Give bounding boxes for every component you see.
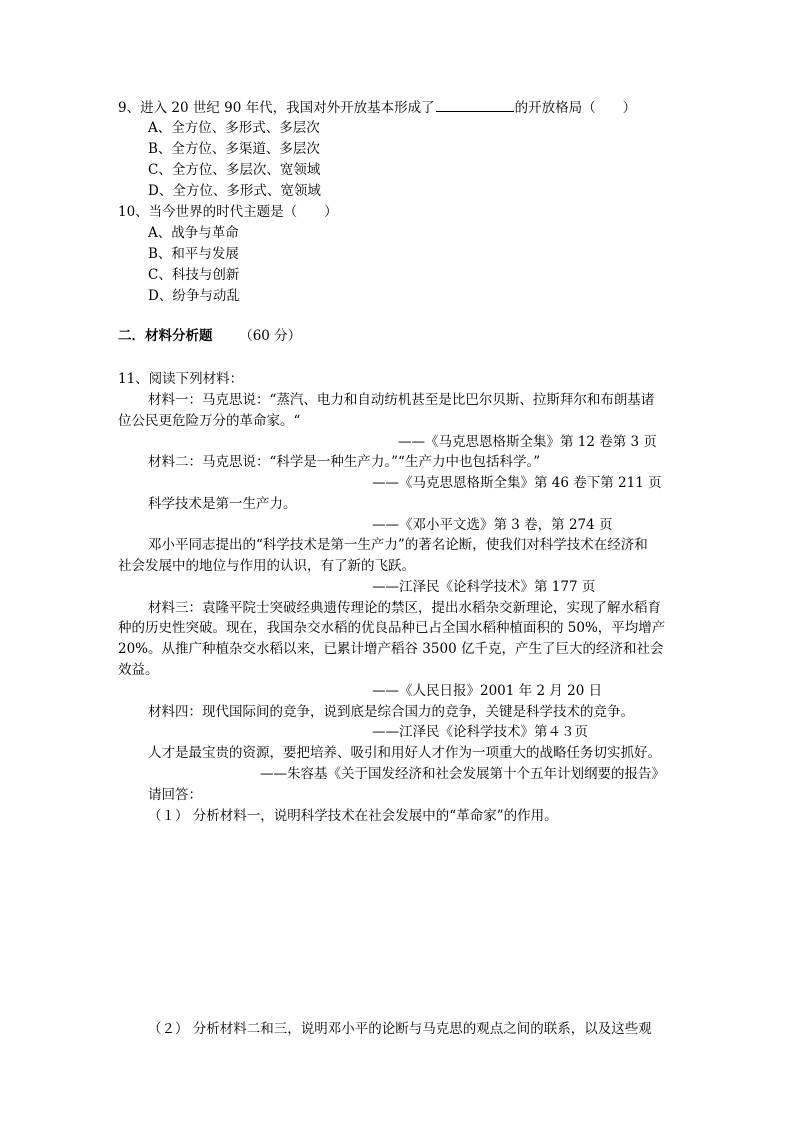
material-2-line-4: 社会发展中的地位与作用的认识，有了新的飞跃。 <box>118 558 415 574</box>
section-2-points: （60 分） <box>239 328 302 344</box>
material-3-source: ——《人民日报》2001 年 2 月 20 日 <box>372 683 603 699</box>
material-3-line-1: 材料三：袁隆平院士突破经典遗传理论的禁区，提出水稻杂交新理论，实现了解水稻育 <box>148 600 661 616</box>
material-2-line-3: 邓小平同志提出的“科学技术是第一生产力”的著名论断，使我们对科学技术在经济和 <box>148 537 648 553</box>
q10-option-b: B、和平与发展 <box>148 246 239 262</box>
section-2-title: 二．材料分析题 <box>118 328 213 344</box>
q10-option-a: A、战争与革命 <box>148 225 239 241</box>
material-4-source-1: ——江泽民《论科学技术》第４３页 <box>372 724 588 740</box>
q9-option-a: A、全方位、多形式、多层次 <box>148 120 320 136</box>
material-4-line-1: 材料四：现代国际间的竞争，说到底是综合国力的竞争，关键是科学技术的竞争。 <box>148 704 634 720</box>
material-3-line-3: 20%。从推广种植杂交水稻以来，已累计增产稻谷 3500 亿千克，产生了巨大的经济和社会 <box>118 641 664 657</box>
material-2-line-2: 科学技术是第一生产力。 <box>148 496 297 512</box>
q9-stem <box>118 97 636 119</box>
material-3-line-2: 种的历史性突破。现在，我国杂交水稻的优良品种已占全国水稻种植面积的 50%，平均增产 <box>118 620 666 636</box>
answer-prompt: 请回答： <box>148 787 202 803</box>
q9-option-b: B、全方位、多渠道、多层次 <box>148 141 320 157</box>
q11-intro: 11、阅读下列材料： <box>118 371 244 387</box>
q9-answer-blank <box>436 97 514 112</box>
q9-option-d: D、全方位、多形式、宽领域 <box>148 183 321 199</box>
material-3-line-4: 效益。 <box>118 662 159 678</box>
q9-stem-pre: 9、进入 20 世纪 90 年代，我国对外开放基本形成了 <box>118 100 435 116</box>
material-2-source-2: ——《邓小平文选》第 3 卷，第 274 页 <box>372 517 613 533</box>
material-4-source-2: ——朱容基《关于国发经济和社会发展第十个五年计划纲要的报告》 <box>260 766 665 782</box>
sub-question-1: （１） 分析材料一，说明科学技术在社会发展中的“革命家”的作用。 <box>148 808 558 824</box>
material-1-source: ——《马克思恩格斯全集》第 12 卷第 3 页 <box>398 434 657 450</box>
material-1-line-1: 材料一：马克思说：“蒸汽、电力和自动纺机甚至是比巴尔贝斯、拉斯拜尔和布朗基诸 <box>148 392 655 408</box>
q9-stem-post: 的开放格局（ ） <box>514 100 637 116</box>
sub-question-2: （２） 分析材料二和三，说明邓小平的论断与马克思的观点之间的联系，以及这些观 <box>148 1021 652 1037</box>
material-1-line-2: 位公民更危险万分的革命家。“ <box>118 413 301 429</box>
material-2-source-3: ——江泽民《论科学技术》第 177 页 <box>372 579 596 595</box>
q10-stem: 10、当今世界的时代主题是（ ） <box>118 204 338 220</box>
q10-option-c: C、科技与创新 <box>148 267 240 283</box>
material-4-line-2: 人才是最宝贵的资源，要把培养、吸引和用好人才作为一项重大的战略任务切实抓好。 <box>148 745 661 761</box>
q9-option-c: C、全方位、多层次、宽领域 <box>148 162 321 178</box>
material-2-line-1: 材料二：马克思说：“科学是一种生产力。”“生产力中也包括科学。” <box>148 454 541 470</box>
section-2-heading <box>118 326 301 347</box>
material-2-source-1: ——《马克思恩格斯全集》第 46 卷下第 211 页 <box>372 475 662 491</box>
q10-option-d: D、纷争与动乱 <box>148 288 240 304</box>
